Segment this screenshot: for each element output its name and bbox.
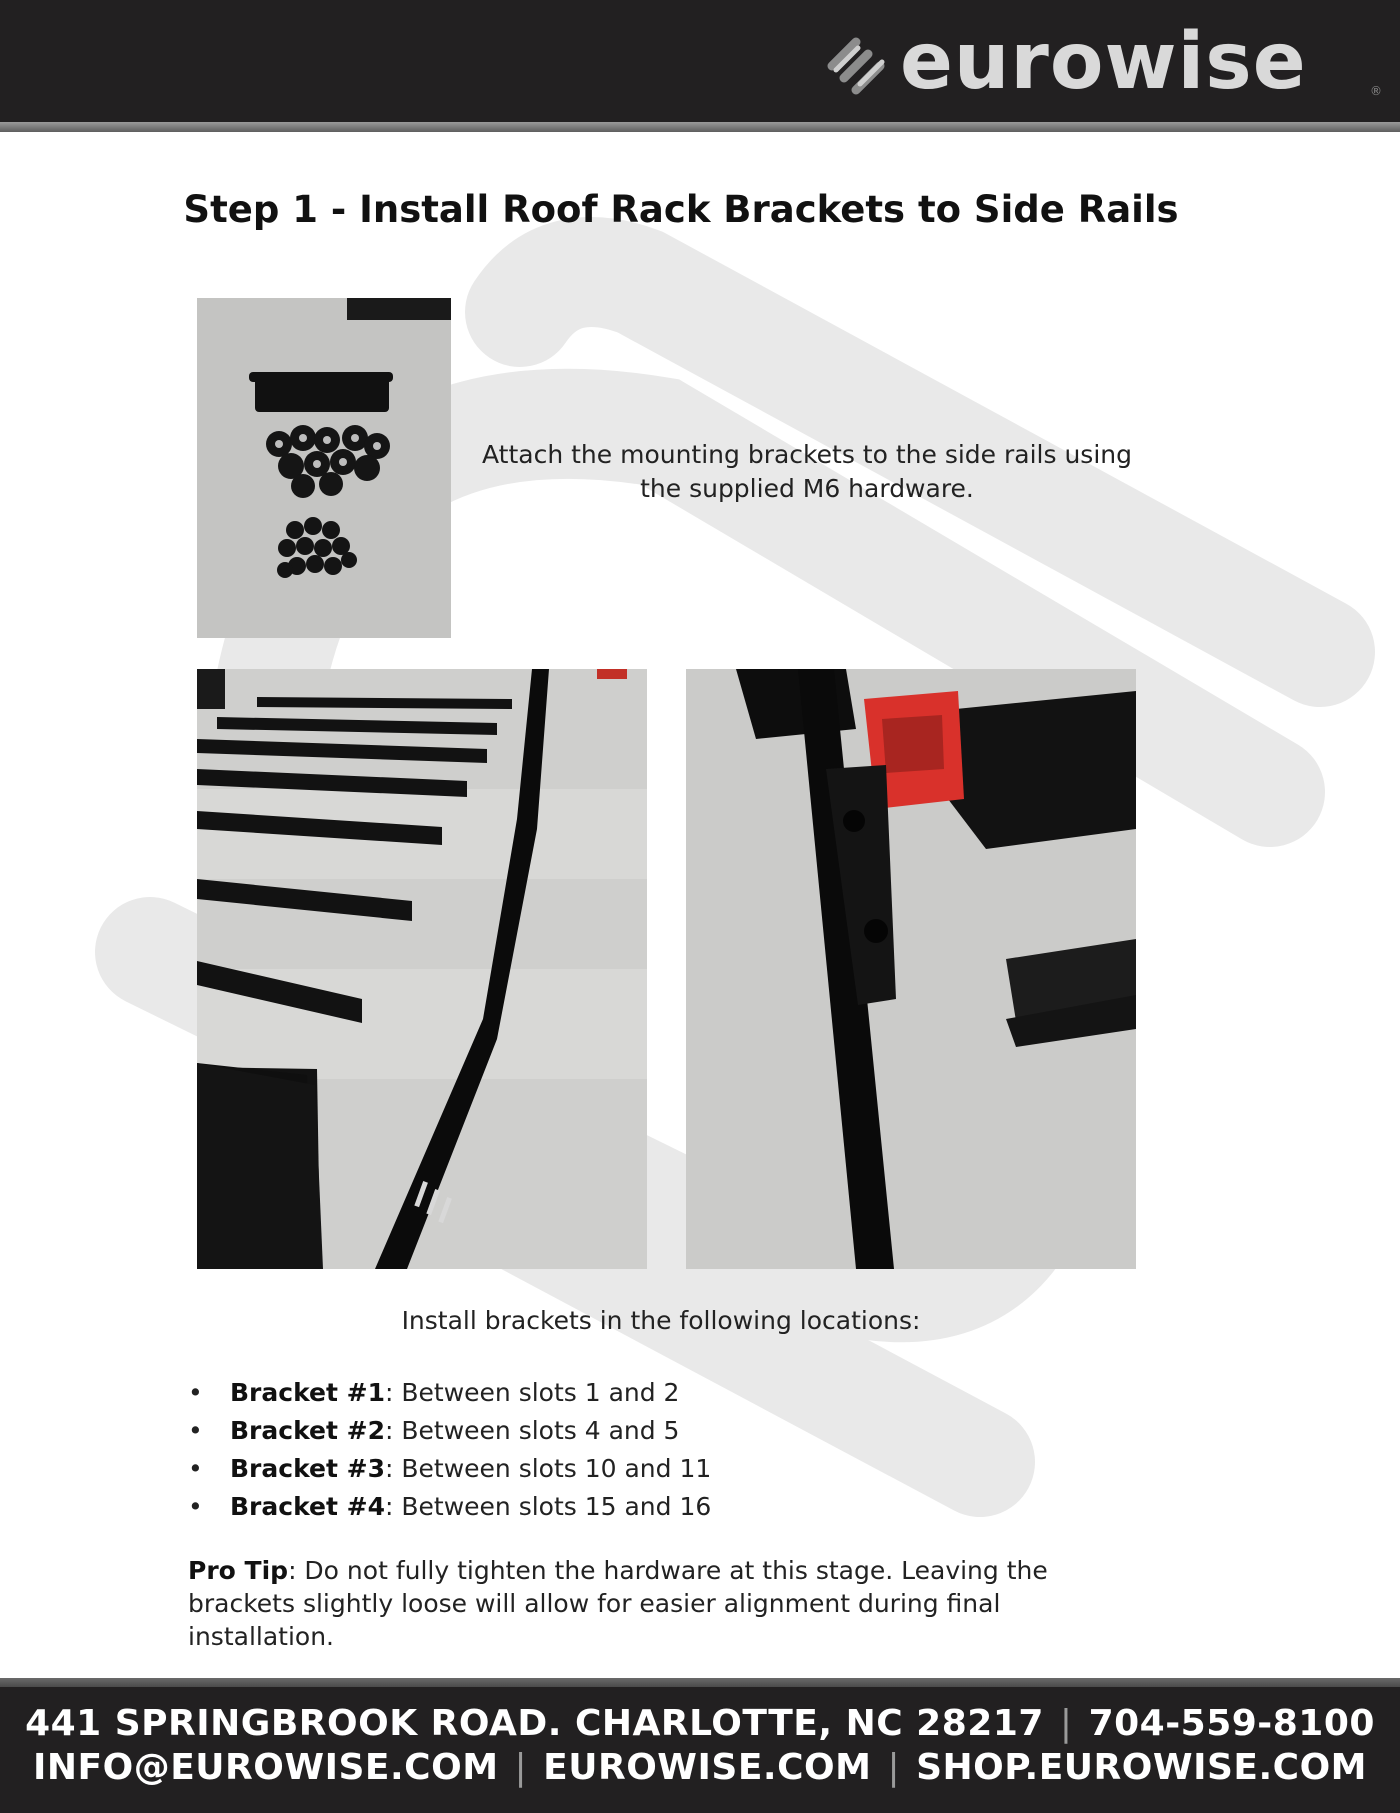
footer-contact-line [0, 1703, 1400, 1744]
bracket-location: : Between slots 10 and 11 [384, 1454, 712, 1483]
eurowise-logo[interactable] [822, 12, 1382, 112]
rails-layout-photo [197, 669, 647, 1269]
bracket-location: : Between slots 4 and 5 [384, 1416, 680, 1445]
pro-tip-text: : Do not fully tighten the hardware at this stage. Leaving the brackets slightly loose will allow for easier alignment during final installation. [188, 1556, 1048, 1651]
footer-site-link[interactable]: EUROWISE.COM [543, 1747, 872, 1788]
list-item [188, 1450, 711, 1488]
page-title: Step 1 - Install Roof Rack Brackets to Side Rails [183, 188, 1179, 231]
bracket-label: Bracket #1 [230, 1378, 385, 1407]
list-item [188, 1374, 711, 1412]
footer-links-line [0, 1747, 1400, 1788]
bracket-location: : Between slots 1 and 2 [384, 1378, 680, 1407]
footer-email-link[interactable]: INFO@EUROWISE.COM [33, 1747, 499, 1788]
bracket-label: Bracket #4 [230, 1492, 385, 1521]
registered-mark: ® [1370, 84, 1382, 98]
footer-separator: | [1059, 1703, 1073, 1744]
footer-phone[interactable]: 704-559-8100 [1088, 1703, 1375, 1744]
list-item [188, 1488, 711, 1526]
bullet-marker: • [188, 1454, 203, 1483]
footer-divider [0, 1678, 1400, 1687]
hardware-photo [197, 298, 451, 638]
bracket-closeup-photo [686, 669, 1136, 1269]
header-bar [0, 0, 1400, 122]
logo-wordmark: eurowise [900, 17, 1307, 107]
footer-separator: | [514, 1747, 528, 1788]
install-locations-heading: Install brackets in the following locations: [401, 1306, 921, 1335]
pro-tip [188, 1554, 1148, 1653]
header-divider [0, 122, 1400, 132]
bullet-marker: • [188, 1378, 203, 1407]
eurowise-logo-icon [822, 26, 894, 98]
attach-instructions: Attach the mounting brackets to the side rails using the supplied M6 hardware. [482, 440, 1132, 503]
list-item [188, 1412, 711, 1450]
bracket-location: : Between slots 15 and 16 [384, 1492, 712, 1521]
footer-separator: | [887, 1747, 901, 1788]
pro-tip-label: Pro Tip [188, 1556, 289, 1585]
footer-shop-link[interactable]: SHOP.EUROWISE.COM [916, 1747, 1367, 1788]
footer-address: 441 SPRINGBROOK ROAD. CHARLOTTE, NC 28217 [25, 1703, 1044, 1744]
footer-bar [0, 1687, 1400, 1813]
bracket-label: Bracket #3 [230, 1454, 385, 1483]
bracket-locations-list [188, 1374, 711, 1526]
bullet-marker: • [188, 1416, 203, 1445]
bracket-label: Bracket #2 [230, 1416, 385, 1445]
bullet-marker: • [188, 1492, 203, 1521]
